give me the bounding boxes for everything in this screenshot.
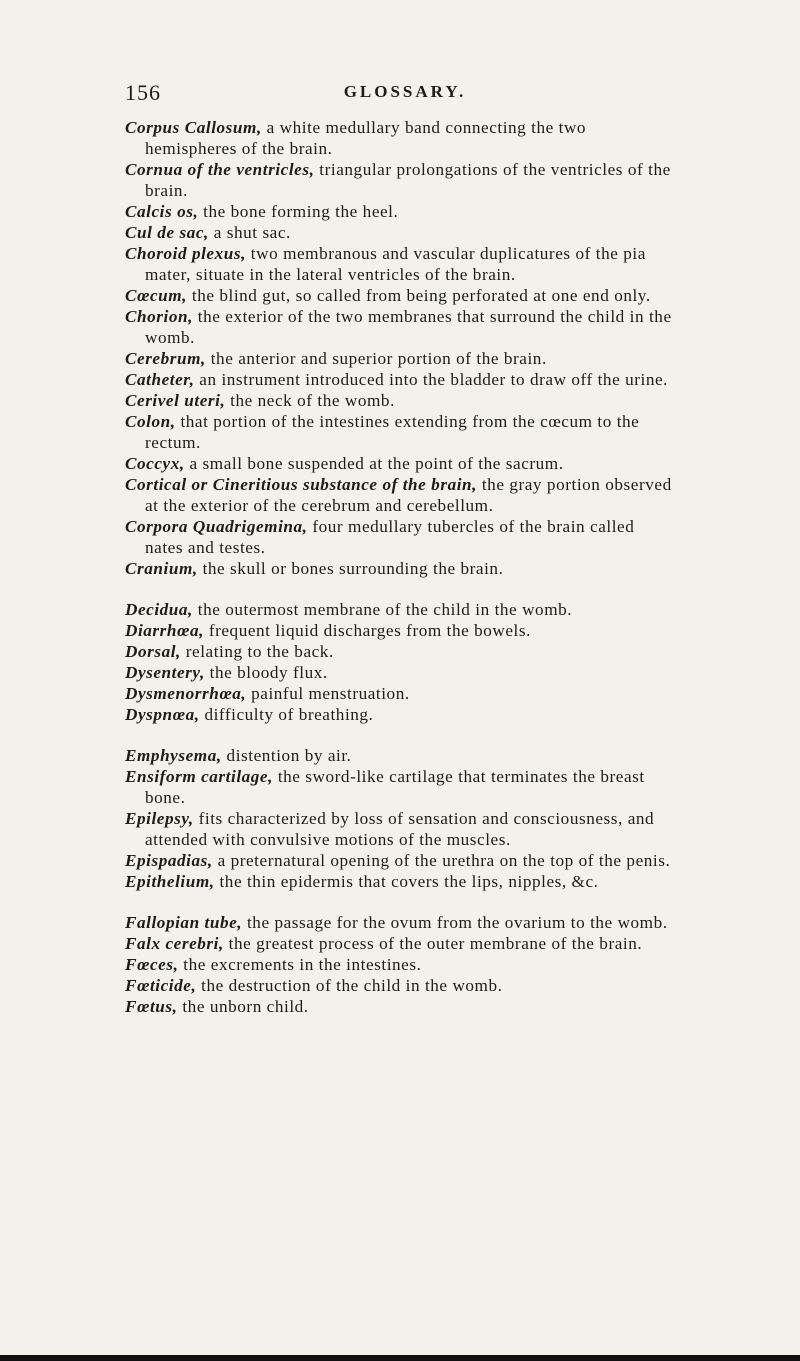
glossary-entry — [125, 912, 675, 933]
glossary-term: Ensiform cartilage, — [125, 767, 273, 786]
glossary-entry — [125, 285, 675, 306]
glossary-entry — [125, 954, 675, 975]
glossary-term: Cortical or Cineritious substance of the brain, — [125, 475, 477, 494]
glossary-term: Epithelium, — [125, 872, 215, 891]
glossary-definition: relating to the back. — [180, 642, 334, 661]
glossary-entry — [125, 599, 675, 620]
glossary-term: Fœticide, — [125, 976, 197, 995]
glossary-entry — [125, 117, 675, 159]
glossary-entry — [125, 704, 675, 725]
glossary-definition: a shut sac. — [208, 223, 291, 242]
glossary-entry — [125, 871, 675, 892]
glossary-definition: the outermost membrane of the child in the womb. — [192, 600, 573, 619]
glossary-entries — [125, 117, 675, 1017]
glossary-definition: that portion of the intestines extending from the cœcum to the rectum. — [145, 412, 640, 452]
glossary-term: Dorsal, — [125, 642, 181, 661]
glossary-entry — [125, 641, 675, 662]
glossary-definition: the blind gut, so called from being perforated at one end only. — [187, 286, 651, 305]
glossary-definition: frequent liquid discharges from the bowels. — [203, 621, 531, 640]
glossary-term: Cranium, — [125, 559, 198, 578]
glossary-definition: the greatest process of the outer membrane of the brain. — [223, 934, 643, 953]
glossary-term: Diarrhœa, — [125, 621, 204, 640]
glossary-definition: four medullary tubercles of the brain called nates and testes. — [145, 517, 635, 557]
glossary-entry — [125, 662, 675, 683]
glossary-definition: the unborn child. — [177, 997, 309, 1016]
glossary-entry — [125, 222, 675, 243]
glossary-definition: the gray portion observed at the exterior of the cerebrum and cerebellum. — [145, 475, 672, 515]
glossary-entry — [125, 411, 675, 453]
glossary-definition: fits characterized by loss of sensation and consciousness, and attended with convulsive motions of the muscles. — [145, 809, 655, 849]
page-number: 156 — [125, 80, 161, 105]
glossary-entry — [125, 348, 675, 369]
glossary-definition: the passage for the ovum from the ovarium to the womb. — [242, 913, 668, 932]
glossary-term: Choroid plexus, — [125, 244, 246, 263]
glossary-term: Epilepsy, — [125, 809, 194, 828]
glossary-entry — [125, 306, 675, 348]
glossary-definition: a preternatural opening of the urethra on the top of the penis. — [212, 851, 671, 870]
glossary-entry — [125, 745, 675, 766]
glossary-entry — [125, 850, 675, 871]
glossary-definition: triangular prolongations of the ventricles of the brain. — [145, 160, 671, 200]
glossary-definition: difficulty of breathing. — [199, 705, 374, 724]
glossary-definition: the neck of the womb. — [225, 391, 395, 410]
glossary-entry — [125, 996, 675, 1017]
glossary-term: Fallopian tube, — [125, 913, 243, 932]
glossary-definition: distention by air. — [221, 746, 352, 765]
glossary-definition: the bone forming the heel. — [198, 202, 399, 221]
glossary-term: Falx cerebri, — [125, 934, 224, 953]
glossary-entry — [125, 453, 675, 474]
glossary-term: Cerivel uteri, — [125, 391, 226, 410]
glossary-entry — [125, 390, 675, 411]
glossary-entry — [125, 620, 675, 641]
running-title: GLOSSARY. — [343, 82, 467, 101]
glossary-definition: an instrument introduced into the bladder to draw off the urine. — [194, 370, 669, 389]
glossary-entry — [125, 516, 675, 558]
glossary-term: Cornua of the ventricles, — [125, 160, 315, 179]
glossary-term: Catheter, — [125, 370, 195, 389]
glossary-entry — [125, 766, 675, 808]
glossary-term: Dysentery, — [125, 663, 205, 682]
glossary-term: Fœces, — [125, 955, 179, 974]
glossary-term: Dyspnœa, — [125, 705, 200, 724]
glossary-definition: a white medullary band connecting the two hemispheres of the brain. — [145, 118, 587, 158]
glossary-entry — [125, 933, 675, 954]
glossary-term: Calcis os, — [125, 202, 199, 221]
glossary-term: Decidua, — [125, 600, 193, 619]
glossary-definition: two membranous and vascular duplicatures of the pia mater, situate in the lateral ventricles of the brain. — [145, 244, 646, 284]
glossary-definition: the thin epidermis that covers the lips, nipples, &c. — [214, 872, 599, 891]
glossary-term: Cul de sac, — [125, 223, 209, 242]
glossary-definition: the excrements in the intestines. — [178, 955, 422, 974]
glossary-entry — [125, 975, 675, 996]
glossary-definition: the sword-like cartilage that terminates the breast bone. — [145, 767, 645, 807]
glossary-term: Epispadias, — [125, 851, 213, 870]
glossary-term: Corpora Quadrigemina, — [125, 517, 308, 536]
glossary-entry — [125, 474, 675, 516]
glossary-definition: the skull or bones surrounding the brain. — [197, 559, 504, 578]
glossary-term: Emphysema, — [125, 746, 222, 765]
glossary-entry — [125, 558, 675, 579]
glossary-term: Fœtus, — [125, 997, 178, 1016]
glossary-entry — [125, 159, 675, 201]
glossary-definition: the destruction of the child in the womb. — [196, 976, 503, 995]
glossary-term: Corpus Callosum, — [125, 118, 262, 137]
glossary-entry — [125, 683, 675, 704]
glossary-definition: painful menstruation. — [246, 684, 410, 703]
glossary-term: Chorion, — [125, 307, 193, 326]
glossary-entry — [125, 369, 675, 390]
glossary-entry — [125, 201, 675, 222]
glossary-term: Coccyx, — [125, 454, 185, 473]
glossary-definition: the exterior of the two membranes that surround the child in the womb. — [145, 307, 672, 347]
glossary-term: Dysmenorrhœa, — [125, 684, 247, 703]
glossary-definition: the anterior and superior portion of the brain. — [205, 349, 547, 368]
page-header — [125, 80, 685, 110]
glossary-entry — [125, 808, 675, 850]
glossary-definition: the bloody flux. — [204, 663, 328, 682]
glossary-term: Cœcum, — [125, 286, 188, 305]
glossary-entry — [125, 243, 675, 285]
bottom-edge-rule — [0, 1355, 800, 1361]
glossary-definition: a small bone suspended at the point of the sacrum. — [184, 454, 564, 473]
glossary-term: Colon, — [125, 412, 176, 431]
glossary-term: Cerebrum, — [125, 349, 206, 368]
